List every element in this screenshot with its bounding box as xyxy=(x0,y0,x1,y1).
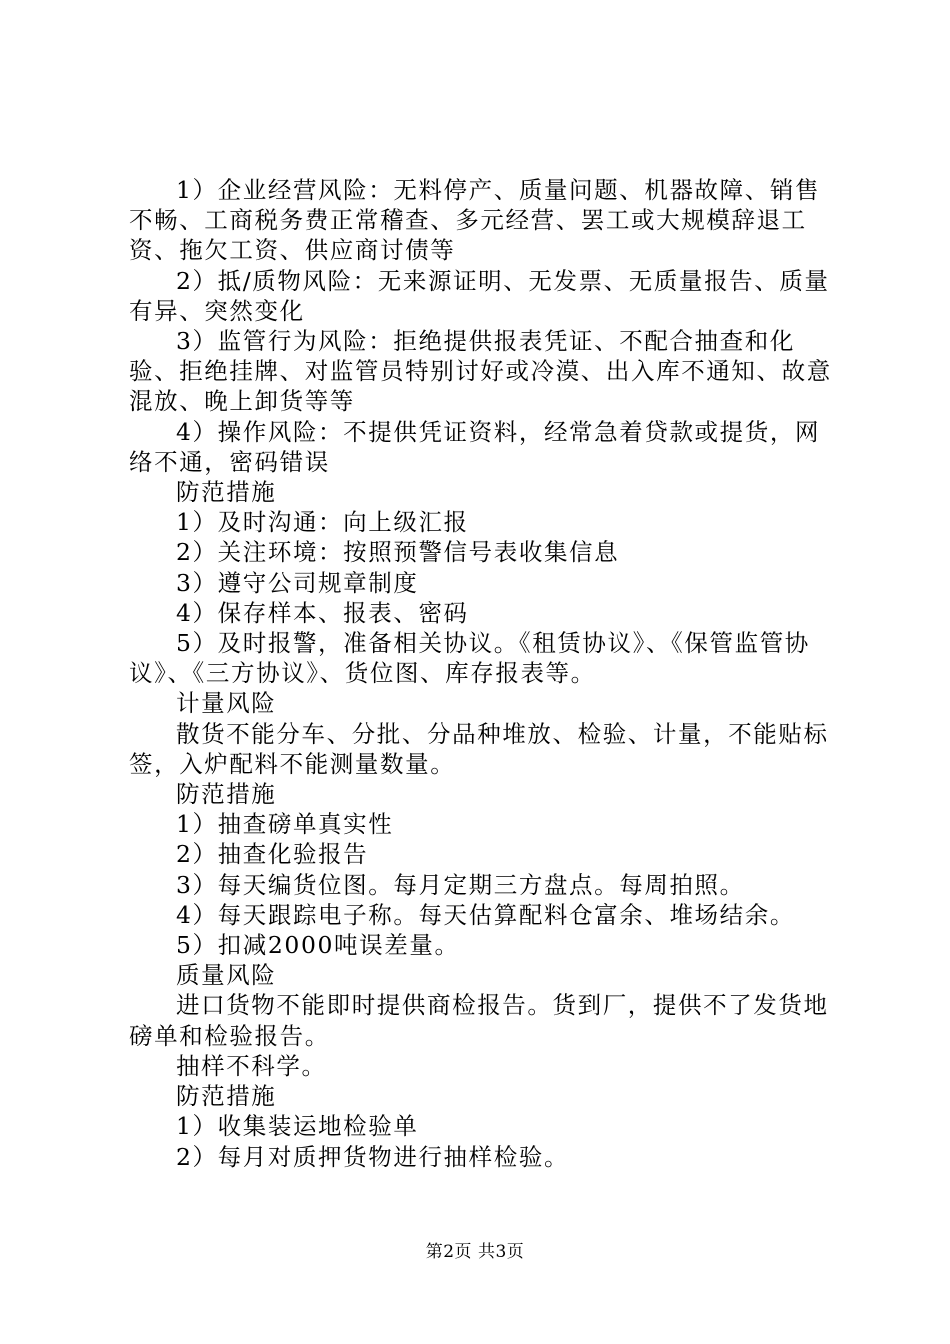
list-item-prevention-2-3: 3）每天编货位图。每月定期三方盘点。每周拍照。 xyxy=(176,870,745,899)
list-item-prevention-3-2: 2）每月对质押货物进行抽样检验。 xyxy=(176,1142,570,1171)
list-item-prevention-3-1: 1）收集装运地检验单 xyxy=(176,1112,419,1141)
list-item-prevention-1-5: 5）及时报警，准备相关协议。《租赁协议》、《保管监管协议》、《三方协议》、货位图、库存报表等。 xyxy=(129,629,810,688)
list-item-prevention-2-1: 1）抽查磅单真实性 xyxy=(176,810,394,839)
paragraph-business-risk: 1）企业经营风险：无料停产、质量问题、机器故障、销售不畅、工商税务费正常稽查、多元经营、罢工或大规模辞退工资、拖欠工资、供应商讨债等 xyxy=(129,176,821,265)
list-item-prevention-2-2: 2）抽查化验报告 xyxy=(176,840,369,869)
document-body xyxy=(129,175,839,1172)
section-heading-prevention-1: 防范措施 xyxy=(176,478,277,507)
paragraph-collateral-risk: 2）抵/质物风险：无来源证明、无发票、无质量报告、质量有异、突然变化 xyxy=(129,266,830,325)
list-item-prevention-2-5: 5）扣减2000吨误差量。 xyxy=(176,931,460,960)
list-item-prevention-2-4: 4）每天跟踪电子称。每天估算配料仓富余、堆场结余。 xyxy=(176,900,795,929)
list-item-prevention-1-1: 1）及时沟通：向上级汇报 xyxy=(176,508,469,537)
paragraph-supervision-risk: 3）监管行为风险：拒绝提供报表凭证、不配合抽查和化验、拒绝挂牌、对监管员特别讨好或冷漠、出入库不通知、故意混放、晚上卸货等等 xyxy=(129,327,832,416)
page-number-label: 第2页 共3页 xyxy=(425,1242,525,1262)
section-heading-measurement-risk: 计量风险 xyxy=(176,689,277,718)
section-heading-prevention-2: 防范措施 xyxy=(176,780,277,809)
paragraph-quality-risk: 进口货物不能即时提供商检报告。货到厂，提供不了发货地磅单和检验报告。 xyxy=(129,991,829,1050)
section-heading-quality-risk: 质量风险 xyxy=(176,961,277,990)
paragraph-measurement-risk: 散货不能分车、分批、分品种堆放、检验、计量，不能贴标签，入炉配料不能测量数量。 xyxy=(129,719,829,778)
paragraph-sampling: 抽样不科学。 xyxy=(176,1051,327,1080)
list-item-prevention-1-3: 3）遵守公司规章制度 xyxy=(176,568,419,597)
section-heading-prevention-3: 防范措施 xyxy=(176,1082,277,1111)
page-footer xyxy=(0,1241,950,1263)
list-item-prevention-1-4: 4）保存样本、报表、密码 xyxy=(176,598,469,627)
paragraph-operation-risk: 4）操作风险：不提供凭证资料，经常急着贷款或提货，网络不通，密码错误 xyxy=(129,417,821,476)
list-item-prevention-1-2: 2）关注环境：按照预警信号表收集信息 xyxy=(176,538,620,567)
